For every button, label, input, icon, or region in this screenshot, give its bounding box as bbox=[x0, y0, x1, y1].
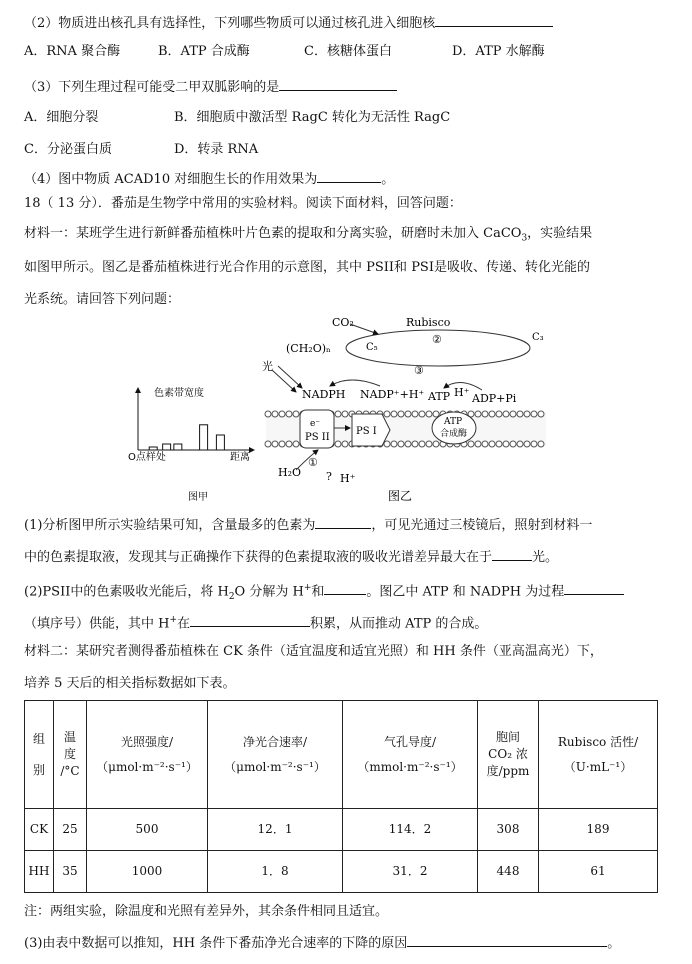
lipid-head bbox=[335, 411, 341, 417]
q4-stem: （4）图中物质 ACAD10 对细胞生长的作用效果为 。 bbox=[24, 172, 395, 187]
q3-options-row2 bbox=[24, 142, 258, 158]
lipid-head bbox=[475, 441, 481, 447]
cell-stomatal: 114．2 bbox=[343, 809, 478, 851]
cell-temperature: 35 bbox=[54, 851, 87, 893]
lipid-head bbox=[496, 411, 502, 417]
pigment-band bbox=[200, 425, 208, 450]
x-axis-origin-label: O点样处 bbox=[128, 452, 166, 463]
answer-blank[interactable] bbox=[492, 548, 532, 561]
pigment-band bbox=[163, 444, 171, 450]
header-rubisco-activity: Rubisco 活性/ （U·mL⁻¹） bbox=[539, 701, 658, 809]
q3-option-b[interactable]: B．细胞质中激活型 RagC 转化为无活性 RagC bbox=[174, 110, 451, 125]
rubisco-label: Rubisco bbox=[406, 316, 451, 329]
process-1-label: ① bbox=[308, 456, 318, 469]
lipid-head bbox=[335, 441, 341, 447]
answer-blank[interactable] bbox=[315, 516, 371, 529]
figure-jia bbox=[128, 386, 254, 503]
lipid-head bbox=[279, 411, 285, 417]
lipid-head bbox=[503, 441, 509, 447]
answer-blank[interactable] bbox=[324, 582, 366, 595]
lipid-head bbox=[426, 411, 432, 417]
pigment-band bbox=[174, 444, 182, 450]
lipid-head bbox=[398, 441, 404, 447]
lipid-head bbox=[489, 441, 495, 447]
nadp-label: NADP⁺+H⁺ bbox=[360, 388, 425, 401]
q2-option-a[interactable]: A．RNA 聚合酶 bbox=[24, 44, 121, 59]
pigment-band bbox=[149, 447, 157, 450]
answer-blank[interactable] bbox=[190, 614, 310, 627]
lipid-head bbox=[482, 441, 488, 447]
ch2o-label: (CH₂O)ₙ bbox=[286, 342, 331, 355]
x-axis-end-label: 距离 bbox=[230, 452, 250, 463]
cell-net-rate: 12．1 bbox=[208, 809, 343, 851]
h-plus-label: H⁺ bbox=[454, 386, 470, 399]
lipid-head bbox=[265, 411, 271, 417]
answer-blank[interactable] bbox=[407, 934, 607, 947]
cell-rubisco: 61 bbox=[539, 851, 658, 893]
lipid-head bbox=[286, 441, 292, 447]
lipid-head bbox=[538, 411, 544, 417]
lipid-head bbox=[524, 441, 530, 447]
atp-synthase-label-1: ATP bbox=[444, 417, 463, 427]
figure-yi-caption: 图乙 bbox=[388, 489, 413, 503]
light-label: 光 bbox=[262, 360, 273, 373]
q2-option-c[interactable]: C．核糖体蛋白 bbox=[304, 44, 392, 59]
lipid-head bbox=[384, 441, 390, 447]
q3-stem: （3）下列生理过程可能受二甲双胍影响的是 bbox=[24, 78, 397, 96]
cell-net-rate: 1．8 bbox=[208, 851, 343, 893]
lipid-head bbox=[433, 411, 439, 417]
lipid-head bbox=[405, 411, 411, 417]
pigment-band bbox=[216, 435, 224, 450]
lipid-head bbox=[391, 411, 397, 417]
lipid-head bbox=[279, 441, 285, 447]
data-table bbox=[24, 700, 658, 893]
header-stomatal-conductance: 气孔导度/ （mmol·m⁻²·s⁻¹） bbox=[343, 701, 478, 809]
light-arrow bbox=[272, 370, 296, 392]
psi-label: PS I bbox=[356, 426, 377, 437]
header-temperature: 温 度 /°C bbox=[54, 701, 87, 809]
q18-2-line-2: （填序号）供能，其中 H+在 积累，从而推动 ATP 的合成。 bbox=[24, 615, 488, 632]
table-row bbox=[25, 851, 658, 893]
answer-blank[interactable] bbox=[279, 78, 397, 91]
unknown-product-label: ? bbox=[326, 470, 332, 483]
atp-label: ATP bbox=[428, 390, 451, 403]
lipid-head bbox=[342, 441, 348, 447]
lipid-head bbox=[510, 441, 516, 447]
figure-jia-caption: 图甲 bbox=[188, 492, 208, 503]
lipid-head bbox=[272, 411, 278, 417]
lipid-head bbox=[412, 441, 418, 447]
q18-header: 18（ 13 分）．番茄是生物学中常用的实验材料。阅读下面材料，回答问题： bbox=[24, 196, 462, 211]
q3-options-row1 bbox=[24, 110, 450, 126]
table-note: 注：两组实验，除温度和光照有差异外，其余条件相同且适宜。 bbox=[24, 904, 389, 919]
q2-stem: （2）物质进出核孔具有选择性，下列哪些物质可以通过核孔进入细胞核 bbox=[24, 14, 553, 32]
lipid-head bbox=[496, 441, 502, 447]
lipid-head bbox=[524, 411, 530, 417]
lipid-head bbox=[489, 411, 495, 417]
q3-option-a[interactable]: A．细胞分裂 bbox=[24, 110, 99, 125]
cell-group: HH bbox=[25, 851, 54, 893]
lipid-head bbox=[468, 441, 474, 447]
nadph-label: NADPH bbox=[302, 388, 346, 401]
q18-3-stem: (3)由表中数据可以推知，HH 条件下番茄净光合速率的下降的原因 。 bbox=[24, 936, 621, 951]
lipid-head bbox=[412, 411, 418, 417]
material-1-line-1: 材料一：某班学生进行新鲜番茄植株叶片色素的提取和分离实验，研磨时未加入 CaCO$_3$，实验结果 bbox=[24, 226, 593, 244]
header-intercellular-co2: 胞间 CO₂ 浓 度/ppm bbox=[478, 701, 539, 809]
q2-option-b[interactable]: B．ATP 合成酶 bbox=[158, 44, 250, 59]
material-1-line-3: 光系统。请回答下列问题： bbox=[24, 292, 181, 307]
atp-synthase-label-2: 合成酶 bbox=[440, 429, 468, 439]
material-2-line-1: 材料二：某研究者测得番茄植株在 CK 条件（适宜温度和适宜光照）和 HH 条件（亚高温高光）下， bbox=[24, 644, 603, 659]
lipid-head bbox=[426, 441, 432, 447]
lipid-head bbox=[293, 441, 299, 447]
cell-light: 1000 bbox=[87, 851, 208, 893]
material-2-line-2: 培养 5 天后的相关指标数据如下表。 bbox=[24, 676, 236, 691]
header-light-intensity: 光照强度/ （μmol·m⁻²·s⁻¹） bbox=[87, 701, 208, 809]
q18-1-line-2: 中的色素提取液，发现其与正确操作下获得的色素提取液的吸收光谱差异最大在于 光。 bbox=[24, 550, 559, 565]
lipid-head bbox=[398, 411, 404, 417]
nadp-to-nadph-arrow bbox=[330, 380, 380, 386]
light-arrow bbox=[278, 366, 302, 388]
header-net-photosynthesis: 净光合速率/ （μmol·m⁻²·s⁻¹） bbox=[208, 701, 343, 809]
lipid-head bbox=[538, 441, 544, 447]
lipid-head bbox=[503, 411, 509, 417]
q2-option-d[interactable]: D．ATP 水解酶 bbox=[452, 44, 545, 59]
answer-blank[interactable] bbox=[435, 14, 553, 27]
lipid-head bbox=[342, 411, 348, 417]
h-plus-bottom-label: H⁺ bbox=[340, 472, 356, 485]
lipid-head bbox=[433, 441, 439, 447]
header-group: 组 别 bbox=[25, 701, 54, 809]
table-header-row bbox=[25, 701, 658, 809]
lipid-head bbox=[482, 411, 488, 417]
table-row bbox=[25, 809, 658, 851]
lipid-head bbox=[272, 441, 278, 447]
psii-label: PS II bbox=[305, 432, 330, 443]
process-3-label: ③ bbox=[414, 364, 424, 377]
cell-temperature: 25 bbox=[54, 809, 87, 851]
answer-blank[interactable] bbox=[564, 582, 624, 595]
lipid-head bbox=[531, 411, 537, 417]
lipid-head bbox=[475, 411, 481, 417]
lipid-head bbox=[510, 411, 516, 417]
lipid-head bbox=[293, 411, 299, 417]
cell-light: 500 bbox=[87, 809, 208, 851]
h2o-label: H₂O bbox=[278, 466, 302, 479]
process-2-label: ② bbox=[432, 333, 442, 346]
q18-2-line-1: (2)PSII中的色素吸收光能后，将 $H_2O$ 分解为 H+和 。图乙中 ATP 和 NADPH 为过程 bbox=[24, 580, 624, 605]
q18-1-line-1: (1)分析图甲所示实验结果可知，含量最多的色素为 ，可见光通过三棱镜后，照射到材料一 bbox=[24, 518, 593, 533]
lipid-head bbox=[517, 441, 523, 447]
c5-label: C₅ bbox=[366, 342, 378, 353]
lipid-head bbox=[391, 441, 397, 447]
cell-stomatal: 31．2 bbox=[343, 851, 478, 893]
lipid-head bbox=[517, 411, 523, 417]
q3-option-c[interactable]: C．分泌蛋白质 bbox=[24, 142, 112, 157]
q3-option-d[interactable]: D．转录 RNA bbox=[174, 142, 259, 157]
cell-group: CK bbox=[25, 809, 54, 851]
lipid-head bbox=[405, 441, 411, 447]
cell-co2: 448 bbox=[478, 851, 539, 893]
cell-co2: 308 bbox=[478, 809, 539, 851]
lipid-head bbox=[384, 411, 390, 417]
co2-label: CO₂ bbox=[332, 316, 354, 329]
q2-options bbox=[24, 44, 545, 60]
lipid-head bbox=[265, 441, 271, 447]
answer-blank[interactable] bbox=[317, 170, 381, 183]
co2-arrow bbox=[350, 324, 378, 334]
lipid-head bbox=[419, 441, 425, 447]
lipid-head bbox=[286, 411, 292, 417]
y-axis-label: 色素带宽度 bbox=[154, 388, 204, 399]
lipid-head bbox=[419, 411, 425, 417]
c3-label: C₃ bbox=[532, 332, 544, 343]
electron-label: e⁻ bbox=[310, 419, 321, 429]
material-1-line-2: 如图甲所示。图乙是番茄植株进行光合作用的示意图，其中 PSII和 PSI是吸收、传递、转化光能的 bbox=[24, 260, 590, 275]
adp-label: ADP+Pi bbox=[472, 392, 517, 405]
figure-area bbox=[0, 310, 692, 510]
lipid-head bbox=[531, 441, 537, 447]
figure-yi bbox=[262, 316, 546, 503]
cell-rubisco: 189 bbox=[539, 809, 658, 851]
